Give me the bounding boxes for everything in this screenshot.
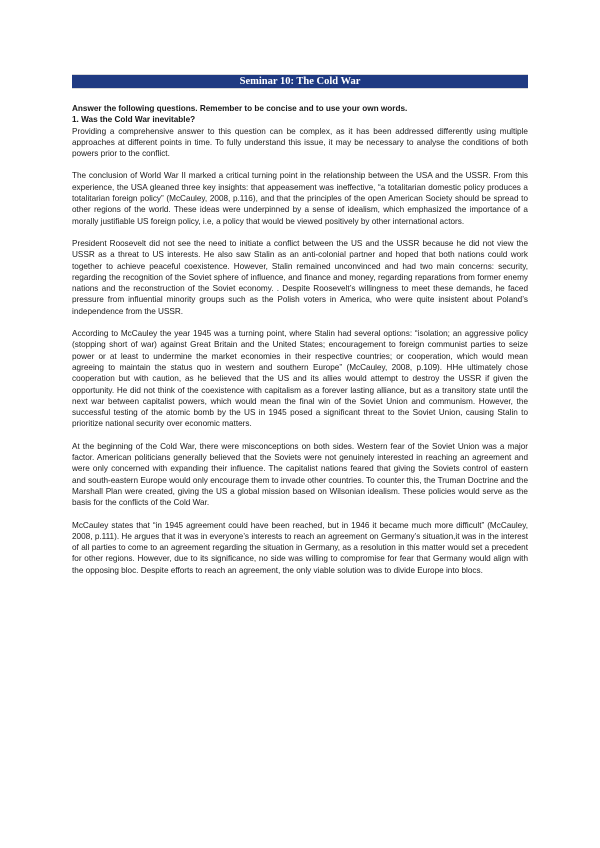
document-page <box>72 74 528 587</box>
paragraph: At the beginning of the Cold War, there were misconceptions on both sides. Western fear of the Soviet Union was a major factor. American politicians generally believed that the Soviets were not genuinely interested in reaching an agreement and were only concerned with expanding their influence. The capitalist nations feared that giving the Soviets control of eastern and south-eastern Europe would only encourage them to invade other countries. To counter this, the Truman Doctrine and the Marshall Plan were created, giving the US a global mission based on Wilsonian idealism. These policies would serve as the basis for the conflicts of the Cold War. <box>72 441 528 508</box>
question-heading: 1. Was the Cold War inevitable? <box>72 115 196 125</box>
page-title: Seminar 10: The Cold War <box>72 74 528 89</box>
paragraph: Providing a comprehensive answer to this question can be complex, as it has been addressed differently using multiple approaches at different points in time. To fully understand this issue, it may be necessary to analyse the conditions of both powers prior to the conflict. <box>72 126 528 159</box>
paragraph: McCauley states that “in 1945 agreement could have been reached, but in 1946 it became much more difficult” (McCauley, 2008, p.111). He argues that it was in everyone’s interests to reach an agreement on Germany’s situation,it was in the interest of all parties to come to an agreement regarding the situation in Germany, as a resolution in this matter would set a precedent for other regions. However, due to its significance, no side was willing to compromise for fear that Germany would align with the opposing bloc. Despite efforts to reach an agreement, the only viable solution was to divide Europe into blocs. <box>72 520 528 575</box>
paragraph: The conclusion of World War II marked a critical turning point in the relationship between the USA and the USSR. From this experience, the USA gleaned three key insights: that appeasement was ineffective, “a totalitarian domestic policy produces a totalitarian foreign policy” (McCauley, 2008, p.116), and that the principles of the open American Society should be spread to other regions of the world. These ideas were underpinned by a sense of idealism, which emphasized the importance of a morally justifiable US foreign policy, i.e, a policy that would be viewed positively by other international actors. <box>72 171 528 226</box>
instructions-text: Answer the following questions. Remember to be concise and to use your own words. <box>72 104 408 113</box>
paragraph: President Roosevelt did not see the need to initiate a conflict between the US and the USSR because he did not view the USSR as a threat to US interests. He also saw Stalin as an anti-colonial partner and hoped that both nations could work together to achieve peaceful coexistence. However, Stalin remained unconvinced and had two main concerns: security, regarding the recognition of the Soviet sphere of influence, and finance and money, regarding reparations from former enemy nations and the reconstruction of the Soviet economy. . Despite Roosevelt’s willingness to meet these demands, he faced pressure from influential minority groups such as the Polish voters in America, who were quite insistent about Poland’s independence from the USSR. <box>72 238 528 316</box>
paragraph: According to McCauley the year 1945 was a turning point, where Stalin had several options: “isolation; an aggressive policy (stopping short of war) against Great Britain and the United States; encouragement to foreign communist parties to seize power or at least to undermine the market economies in their respective countries; or cooperation, which would mean agreeing to maintain the status quo in western and southern Europe” (McCauley, 2008, p.109). HHe ultimately chose cooperation but with caution, as he believed that the US and its allies would attempt to destroy the USSR if given the opportunity. He did not think of the coexistence with capitalism as a forever lasting alliance, but as a transitory state until the next war between capitalist powers, which would mean the final win of the Soviet Union and communism. However, the successful testing of the atomic bomb by the US in 1945 posed a significant threat to the Soviet Union, causing Stalin to prioritize national security over economic matters. <box>72 329 528 429</box>
